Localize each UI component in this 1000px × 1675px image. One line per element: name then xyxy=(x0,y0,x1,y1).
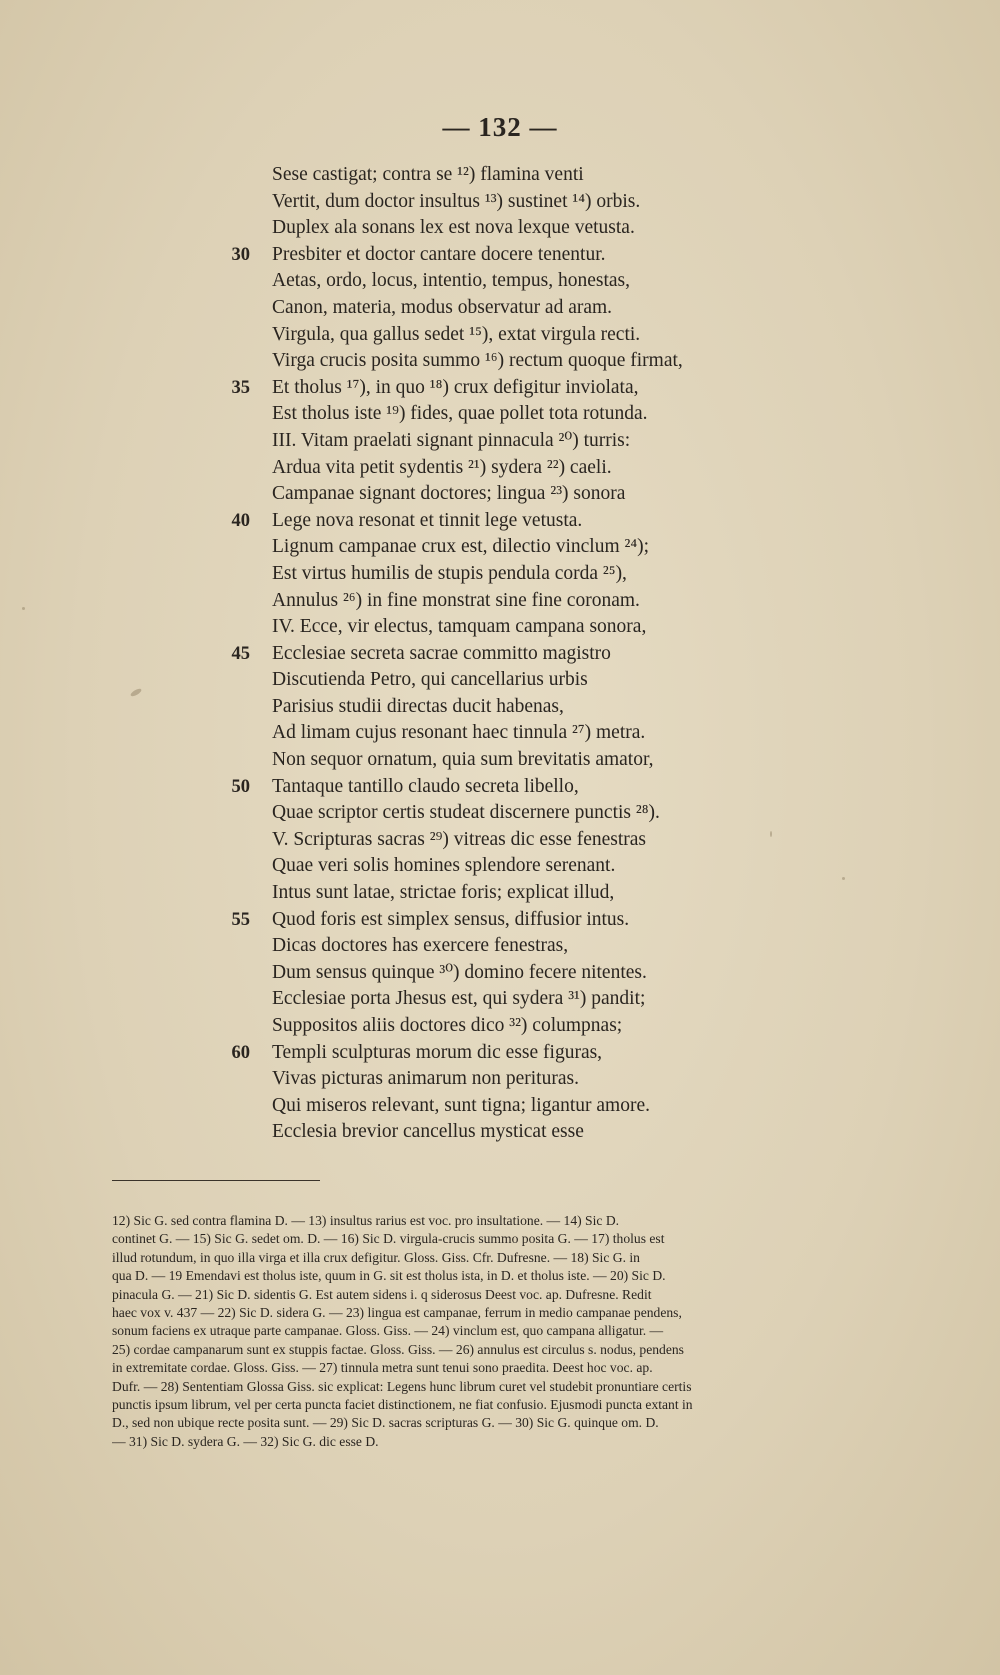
verse-text: Intus sunt latae, strictae foris; explicat illud, xyxy=(272,882,615,904)
verse-text: Lignum campanae crux est, dilectio vinclum ²⁴); xyxy=(272,536,650,558)
verse-text: Ecclesiae secreta sacrae committo magistro xyxy=(272,642,611,664)
verse-number: 40 xyxy=(231,510,250,531)
footnote-line: 12) Sic G. sed contra flamina D. — 13) insultus rarius est voc. pro insultatione. — 14) Sic D. xyxy=(112,1213,620,1228)
verse-text: V. Scripturas sacras ²⁹) vitreas dic esse fenestras xyxy=(272,828,646,850)
verse-text: Campanae signant doctores; lingua ²³) sonora xyxy=(272,483,626,505)
footnote-line: Dufr. — 28) Sententiam Glossa Giss. sic explicat: Legens hunc librum curet vel studebit pronuntiare certis xyxy=(112,1378,692,1394)
verse-line xyxy=(0,268,1000,295)
footnote-line: D., sed non ubique recte posita sunt. — 29) Sic D. sacras scripturas G. — 30) Sic G. quinque om. D. xyxy=(112,1415,659,1431)
verse-text: Discutienda Petro, qui cancellarius urbis xyxy=(272,669,588,691)
verse-number: 60 xyxy=(231,1042,250,1063)
verse-line xyxy=(0,1013,1000,1040)
verse-line xyxy=(0,614,1000,641)
verse-text: Suppositos aliis doctores dico ³²) columpnas; xyxy=(272,1015,623,1036)
verse-text: Parisius studii directas ducit habenas, xyxy=(272,695,564,717)
verse-line xyxy=(0,162,1000,189)
verse-text: Quae scriptor certis studeat discernere punctis ²⁸). xyxy=(272,802,660,824)
verse-line xyxy=(0,827,1000,854)
verse-number: 30 xyxy=(231,244,250,265)
verse-text: Annulus ²⁶) in fine monstrat sine fine coronam. xyxy=(272,589,640,611)
footnote-line: haec vox v. 437 — 22) Sic D. sidera G. — 23) lingua est campanae, ferrum in medio campanae pendens, xyxy=(112,1305,682,1321)
verse-text: Quae veri solis homines splendore serenant. xyxy=(272,855,616,877)
footnote-rule xyxy=(112,1180,320,1181)
verse-line xyxy=(0,907,1000,934)
verse-line xyxy=(0,375,1000,402)
paper-spot xyxy=(842,877,845,880)
verse-line xyxy=(0,588,1000,615)
footnote-line: qua D. — 19 Emendavi est tholus iste, quum in G. sit est tholus ista, in D. et tholus iste. — 20) Sic D. xyxy=(112,1268,666,1284)
footnotes xyxy=(112,1212,954,1451)
verse-text: Ardua vita petit sydentis ²¹) sydera ²²) caeli. xyxy=(272,456,612,478)
footnote-line: continet G. — 15) Sic G. sedet om. D. — 16) Sic D. virgula-crucis summo posita G. — 17) tholus est xyxy=(112,1231,665,1247)
footnote-line: — 31) Sic D. sydera G. — 32) Sic G. dic esse D. xyxy=(112,1433,379,1449)
verse-text: Dicas doctores has exercere fenestras, xyxy=(272,935,569,957)
verse-line xyxy=(0,720,1000,747)
verse-text: Et tholus ¹⁷), in quo ¹⁸) crux defigitur inviolata, xyxy=(272,376,639,398)
footnote-line: punctis ipsum librum, vel per certa puncta faciet distinctionem, ne fiat confusio. Ejusmodi puncta extant in xyxy=(112,1397,693,1413)
verse-line xyxy=(0,481,1000,508)
verse-line xyxy=(0,215,1000,242)
verse-line xyxy=(0,960,1000,987)
footnote-line: 25) cordae campanarum sunt ex stuppis factae. Gloss. Giss. — 26) annulus est circulus s. nodus, pendens xyxy=(112,1341,684,1357)
verse-line xyxy=(0,774,1000,801)
verse-line xyxy=(0,1040,1000,1067)
footnote-line: pinacula G. — 21) Sic D. sidentis G. Est autem sidens i. q siderosus Deest voc. ap. Dufresne. Redit xyxy=(112,1286,652,1302)
verse-text: Sese castigat; contra se ¹²) flamina venti xyxy=(272,164,584,185)
verse-line xyxy=(0,853,1000,880)
verse-block xyxy=(0,162,1000,1146)
verse-text: Ecclesia brevior cancellus mysticat esse xyxy=(272,1121,584,1143)
verse-text: IV. Ecce, vir electus, tamquam campana sonora, xyxy=(272,616,647,638)
verse-line xyxy=(0,295,1000,322)
footnote-line: in extremitate cordae. Gloss. Giss. — 27) tinnula metra sunt tenui sono praedita. Deest hoc voc. ap. xyxy=(112,1360,653,1376)
verse-text: Virga crucis posita summo ¹⁶) rectum quoque firmat, xyxy=(272,350,683,372)
verse-text: Templi sculpturas morum dic esse figuras, xyxy=(272,1041,603,1063)
verse-text: Virgula, qua gallus sedet ¹⁵), extat virgula recti. xyxy=(272,323,641,345)
verse-text: Ad limam cujus resonant haec tinnula ²⁷) metra. xyxy=(272,722,646,744)
verse-number: 45 xyxy=(231,643,250,664)
paper-spot xyxy=(770,831,772,837)
page-number: — 132 — xyxy=(442,112,558,142)
verse-line xyxy=(0,694,1000,721)
verse-line xyxy=(0,800,1000,827)
verse-line xyxy=(0,986,1000,1013)
verse-line xyxy=(0,348,1000,375)
verse-text: III. Vitam praelati signant pinnacula ²⁰) turris: xyxy=(272,429,631,451)
verse-text: Non sequor ornatum, quia sum brevitatis amator, xyxy=(272,749,654,771)
verse-text: Vertit, dum doctor insultus ¹³) sustinet ¹⁴) orbis. xyxy=(272,190,641,212)
paper-spot xyxy=(22,607,25,610)
verse-line xyxy=(0,401,1000,428)
verse-line xyxy=(0,189,1000,216)
verse-text: Ecclesiae porta Jhesus est, qui sydera ³¹) pandit; xyxy=(272,988,646,1010)
verse-number: 55 xyxy=(231,909,250,930)
verse-text: Est virtus humilis de stupis pendula corda ²⁵), xyxy=(272,562,627,584)
verse-text: Tantaque tantillo claudo secreta libello, xyxy=(272,775,579,797)
verse-text: Quod foris est simplex sensus, diffusior intus. xyxy=(272,908,630,930)
verse-text: Dum sensus quinque ³⁰) domino fecere nitentes. xyxy=(272,961,647,983)
verse-number: 35 xyxy=(231,377,250,398)
verse-text: Lege nova resonat et tinnit lege vetusta. xyxy=(272,509,583,531)
verse-text: Duplex ala sonans lex est nova lexque vetusta. xyxy=(272,217,635,239)
verse-line xyxy=(0,747,1000,774)
verse-line xyxy=(0,1093,1000,1120)
verse-line xyxy=(0,242,1000,269)
verse-text: Aetas, ordo, locus, intentio, tempus, honestas, xyxy=(272,270,630,292)
verse-line xyxy=(0,534,1000,561)
verse-line xyxy=(0,1066,1000,1093)
verse-text: Canon, materia, modus observatur ad aram. xyxy=(272,296,613,318)
verse-text: Presbiter et doctor cantare docere tenentur. xyxy=(272,243,606,265)
footnote-line: illud rotundum, in quo illa virga et illa crux defigitur. Gloss. Giss. Cfr. Dufresne. — 18) Sic G. in xyxy=(112,1249,640,1265)
verse-line xyxy=(0,667,1000,694)
verse-line xyxy=(0,428,1000,455)
verse-text: Vivas picturas animarum non perituras. xyxy=(272,1068,579,1090)
verse-line xyxy=(0,322,1000,349)
footnote-line: sonum faciens ex utraque parte campanae. Gloss. Giss. — 24) vinclum est, quo campana alligatur. — xyxy=(112,1323,664,1339)
verse-line xyxy=(0,561,1000,588)
verse-line xyxy=(0,508,1000,535)
verse-line xyxy=(0,1119,1000,1146)
verse-number: 50 xyxy=(231,776,250,797)
verse-line xyxy=(0,641,1000,668)
verse-line xyxy=(0,880,1000,907)
verse-text: Est tholus iste ¹⁹) fides, quae pollet tota rotunda. xyxy=(272,403,648,425)
verse-line xyxy=(0,933,1000,960)
verse-line xyxy=(0,455,1000,482)
verse-text: Qui miseros relevant, sunt tigna; ligantur amore. xyxy=(272,1094,650,1116)
